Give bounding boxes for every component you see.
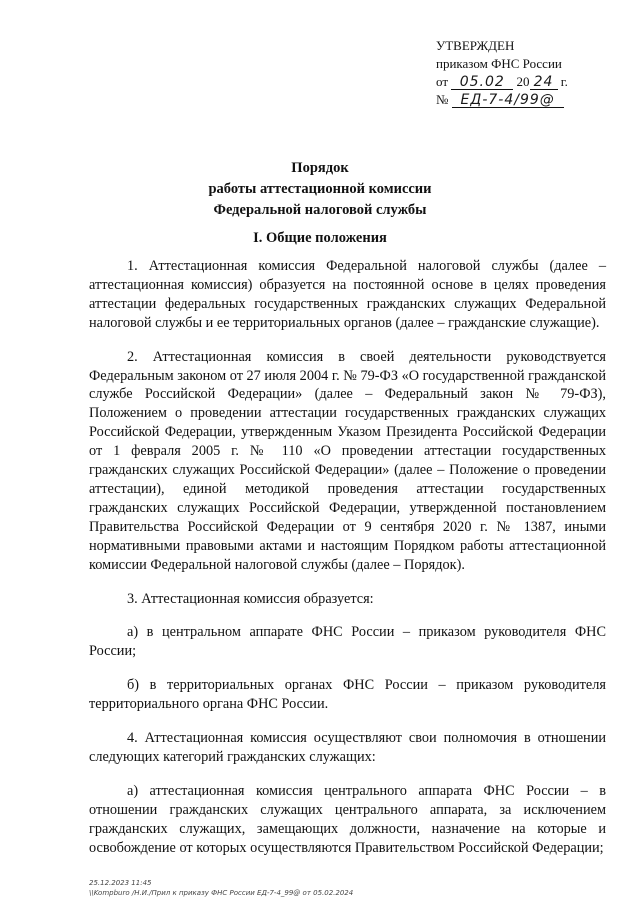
approval-number-line (436, 91, 568, 109)
approval-number-handwritten: ЕД-7-4/99@ (452, 93, 564, 108)
approval-date-line (436, 73, 568, 91)
footer-file-path: \\Kompburo /Н.И./Прил к приказу ФНС России ЕД-7-4_99@ от 05.02.2024 (89, 889, 354, 897)
approval-number-prefix: № (436, 92, 449, 107)
title-line-1: Порядок (291, 160, 349, 176)
document-body (89, 257, 606, 872)
document-title (0, 158, 640, 221)
approval-order-line: приказом ФНС России (436, 56, 562, 71)
paragraph-3b: б) в территориальных органах ФНС России – приказом руководителя территориального органа ФНС России. (89, 677, 606, 713)
document-footer (89, 878, 353, 898)
approval-stamp (436, 37, 568, 109)
paragraph-2: 2. Аттестационная комиссия в своей деятельности руководствуется Федеральным законом от 27 июля 2004 г. № 79-ФЗ «О государственной гражданской службе Российской Федерации» (далее – Федеральный закон № 79-ФЗ), Положением о проведении аттестации государственных гражданских служащих Российской Федерации, утвержденным Указом Президента Российской Федерации от 1 февраля 2005 г. № 110 «О проведении аттестации государственных гражданских служащих Российской Федерации» (далее – Положение о проведении аттестации), единой методикой проведения аттестации государственных гражданских служащих Российской Федерации, утвержденной постановлением Правительства Российской Федерации от 9 сентября 2020 г. № 1387, иными нормативными правовыми актами и настоящим Порядком работы аттестационной комиссии Федеральной налоговой службы (далее – Порядок). (89, 348, 606, 573)
approval-year-suffix: г. (560, 74, 568, 89)
footer-timestamp: 25.12.2023 11:45 (89, 879, 152, 887)
approval-year-prefix: 20 (516, 74, 530, 89)
paragraph-1: 1. Аттестационная комиссия Федеральной налоговой службы (далее – аттестационная комиссия) образуется на постоянной основе в целях проведения аттестации федеральных государственных гражданских служащих Федеральной налоговой службы и ее территориальных органов (далее – гражданские служащие). (89, 258, 606, 331)
paragraph-4: 4. Аттестационная комиссия осуществляют свои полномочия в отношении следующих категорий гражданских служащих: (89, 730, 606, 765)
approval-date-handwritten: 05.02 (451, 75, 513, 90)
approval-year-handwritten: 24 (530, 75, 558, 90)
section-heading: I. Общие положения (253, 230, 387, 246)
approval-title: УТВЕРЖДЕН (436, 38, 515, 53)
title-line-2: работы аттестационной комиссии (208, 181, 432, 197)
approval-date-prefix: от (436, 74, 449, 89)
title-line-3: Федеральной налоговой службы (213, 202, 427, 218)
paragraph-4a: а) аттестационная комиссия центрального аппарата ФНС России – в отношении гражданских служащих центрального аппарата, за исключением гражданских служащих, замещающих должности, назначение на которые и освобождение от которых осуществляются Правительством Российской Федерации; (89, 782, 606, 856)
paragraph-3a: а) в центральном аппарате ФНС России – приказом руководителя ФНС России; (89, 624, 606, 660)
paragraph-3: 3. Аттестационная комиссия образуется: (127, 590, 374, 607)
